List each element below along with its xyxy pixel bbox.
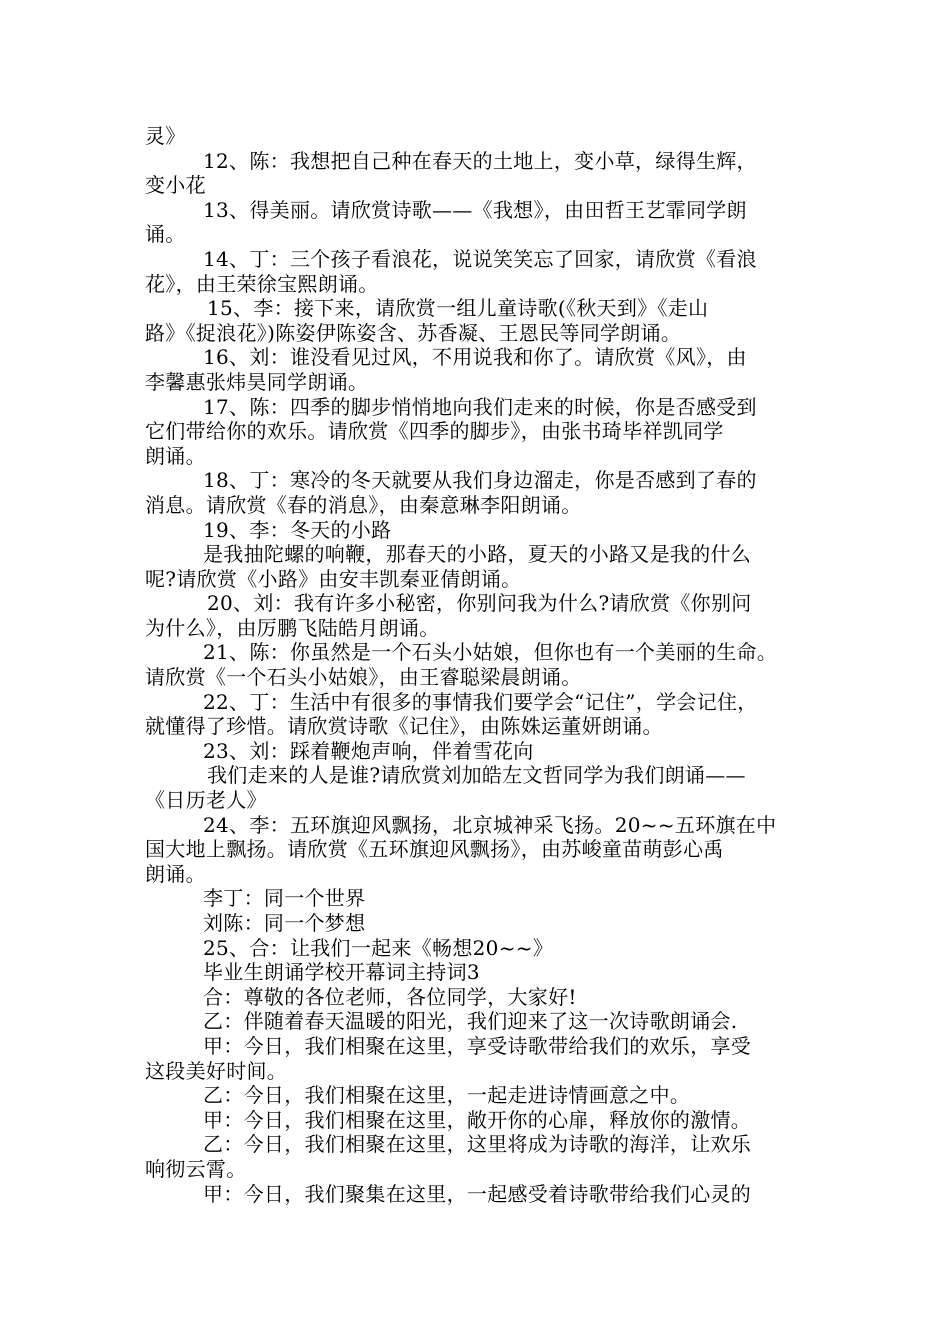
text-line: 消息。请欣赏《春的消息》，由秦意琳李阳朗诵。 bbox=[145, 492, 582, 517]
text-line: 17、陈：四季的脚步悄悄地向我们走来的时候，你是否感受到 bbox=[203, 394, 757, 419]
text-line: 25、合：让我们一起来《畅想20~~》 bbox=[203, 935, 554, 960]
text-line: 16、刘：谁没看见过风，不用说我和你了。请欣赏《风》，由 bbox=[203, 345, 747, 370]
text-line: 国大地上飘扬。请欣赏《五环旗迎风飘扬》，由苏峻童苗萌彭心禹 bbox=[145, 837, 724, 862]
text-line: 是我抽陀螺的响鞭，那春天的小路，夏天的小路又是我的什么 bbox=[203, 542, 752, 567]
text-line: 甲：今日，我们聚集在这里，一起感受着诗歌带给我们心灵的 bbox=[203, 1181, 752, 1206]
text-line: 我们走来的人是谁?请欣赏刘加皓左文哲同学为我们朗诵—— bbox=[207, 763, 746, 788]
text-line: 它们带给你的欢乐。请欣赏《四季的脚步》，由张书琦毕祥凯同学 bbox=[145, 419, 724, 444]
text-line: 请欣赏《一个石头小姑娘》，由王睿聪梁晨朗诵。 bbox=[145, 665, 582, 690]
text-line: 19、李：冬天的小路 bbox=[203, 517, 392, 542]
text-line: 乙：今日，我们相聚在这里，一起走进诗情画意之中。 bbox=[203, 1083, 691, 1108]
text-line: 朗诵。 bbox=[145, 861, 206, 886]
text-line: 21、陈：你虽然是一个石头小姑娘，但你也有一个美丽的生命。 bbox=[203, 640, 778, 665]
text-line: 毕业生朗诵学校开幕词主持词3 bbox=[203, 960, 480, 985]
text-line: 乙：伴随着春天温暖的阳光，我们迎来了这一次诗歌朗诵会. bbox=[203, 1009, 738, 1034]
text-line: 乙：今日，我们相聚在这里，这里将成为诗歌的海洋，让欢乐 bbox=[203, 1132, 752, 1157]
text-line: 15、李：接下来，请欣赏一组儿童诗歌(《秋天到》《走山 bbox=[207, 296, 709, 321]
text-line: 刘陈：同一个梦想 bbox=[203, 911, 366, 935]
text-line: 诵。 bbox=[145, 222, 186, 247]
text-line: 李馨惠张炜昊同学朗诵。 bbox=[145, 369, 369, 394]
text-line: 甲：今日，我们相聚在这里，享受诗歌带给我们的欢乐，享受 bbox=[203, 1033, 752, 1058]
text-line: 路》《捉浪花》)陈姿伊陈姿含、苏香凝、王恩民等同学朗诵。 bbox=[145, 320, 682, 345]
text-line: 这段美好时间。 bbox=[145, 1058, 288, 1083]
text-line: 18、丁：寒冷的冬天就要从我们身边溜走，你是否感到了春的 bbox=[203, 468, 757, 493]
text-line: 14、丁：三个孩子看浪花，说说笑笑忘了回家，请欣赏《看浪 bbox=[203, 246, 757, 271]
text-line: 灵》 bbox=[145, 124, 186, 148]
document-body bbox=[145, 124, 815, 1206]
text-line: 13、得美丽。请欣赏诗歌——《我想》，由田哲王艺霏同学朗 bbox=[203, 197, 747, 222]
text-line: 20、刘：我有许多小秘密，你别问我为什么?请欣赏《你别问 bbox=[207, 591, 752, 616]
text-line: 朗诵。 bbox=[145, 443, 206, 468]
text-line: 22、丁：生活中有很多的事情我们要学会“记住”，学会记住， bbox=[203, 689, 758, 714]
text-line: 变小花 bbox=[145, 173, 206, 198]
text-line: 合：尊敬的各位老师，各位同学，大家好! bbox=[203, 984, 577, 1009]
text-line: 李丁：同一个世界 bbox=[203, 886, 366, 911]
text-line: 24、李：五环旗迎风飘扬，北京城神采飞扬。20~~五环旗在中 bbox=[203, 812, 777, 837]
text-line: 12、陈：我想把自己种在春天的土地上，变小草，绿得生辉， bbox=[203, 148, 757, 173]
text-line: 甲：今日，我们相聚在这里，敞开你的心扉，释放你的激情。 bbox=[203, 1107, 752, 1132]
text-line: 《日历老人》 bbox=[145, 788, 267, 813]
text-line: 响彻云霄。 bbox=[145, 1156, 247, 1181]
text-line: 花》，由王荣徐宝熙朗诵。 bbox=[145, 271, 379, 296]
text-line: 23、刘：踩着鞭炮声响，伴着雪花向 bbox=[203, 738, 534, 763]
text-line: 就懂得了珍惜。请欣赏诗歌《记住》，由陈姝运董妍朗诵。 bbox=[145, 714, 663, 739]
text-line: 呢?请欣赏《小路》由安丰凯秦亚倩朗诵。 bbox=[145, 566, 522, 591]
text-line: 为什么》，由厉鹏飞陆皓月朗诵。 bbox=[145, 615, 440, 640]
